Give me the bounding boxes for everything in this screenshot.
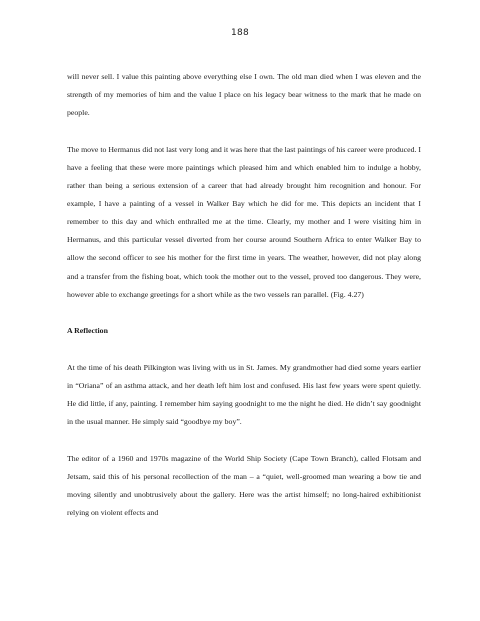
paragraph-hermanus: The move to Hermanus did not last very long and it was here that the last paintings of his career were produced. I have a feeling that these were more paintings which pleased him and which enabled him to indulge a hobby, rather than being a serious extension of a career that had already brought him recognition and honour. For example, I have a painting of a vessel in Walker Bay which he did for me. This depicts an incident that I remember to this day and which enthralled me at the time. Clearly, my mother and I were visiting him in Hermanus, and this particular vessel diverted from her course around Southern Africa to enter Walker Bay to allow the second officer to see his mother for the first time in years. The weather, however, did not play along and a transfer from the fishing boat, which took the mother out to the vessel, proved too dangerous. They were, however able to exchange greetings for a short while as the two vessels ran parallel. (Fig. 4.27): [67, 144, 422, 299]
section-heading: A Reflection: [67, 326, 108, 336]
paragraph-editor: The editor of a 1960 and 1970s magazine of the World Ship Society (Cape Town Branch), called Flotsam and Jetsam, said this of his personal recollection of the man – a “quiet, well-groomed man wearing a bow tie and moving silently and unobtrusively about the gallery. Here was the artist himself; no long-haired exhibitionist relying on violent effects and: [67, 453, 421, 518]
paragraph-legacy: will never sell. I value this painting above everything else I own. The old man died when I was eleven and the strength of my memories of him and the value I place on his legacy bear witness to the mark that he made on people.: [67, 72, 421, 118]
page-body: [67, 68, 421, 541]
page-number: 188: [230, 28, 250, 38]
paragraph-death: At the time of his death Pilkington was living with us in St. James. My grandmother had died some years earlier in “Oriana” of an asthma attack, and her death left him lost and confused. His last few years were spent quietly. He did little, if any, painting. I remember him saying goodnight to me the night he died. He didn’t say goodnight in the usual manner. He simply said “goodbye my boy”.: [67, 363, 421, 427]
